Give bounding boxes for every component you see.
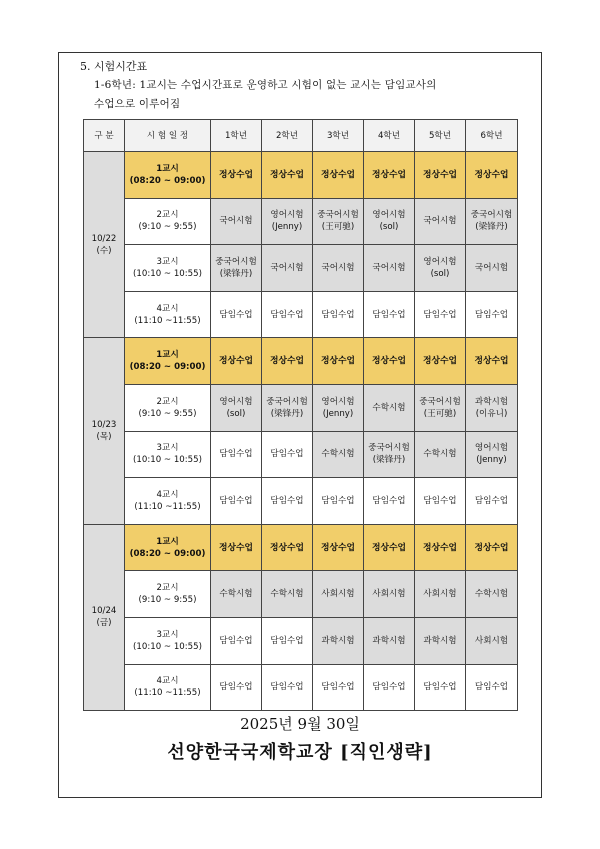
subject-label: 정상수업 — [474, 542, 509, 553]
subject-label: 담임수업 — [423, 682, 457, 693]
schedule-cell-grade-4 — [364, 291, 415, 338]
schedule-cell-grade-4 — [364, 198, 415, 245]
subject-label: 정상수업 — [321, 356, 355, 367]
weekday-label: (목) — [96, 432, 112, 443]
period-time: (9:10 ~ 9:55) — [138, 408, 197, 419]
schedule-cell-grade-5 — [415, 571, 466, 618]
teacher-label: (Jenny) — [476, 455, 507, 466]
period-cell — [125, 152, 211, 199]
schedule-cell-grade-2 — [262, 384, 313, 431]
subject-label: 중국어시험 — [419, 396, 461, 407]
schedule-cell-grade-3 — [313, 431, 364, 478]
teacher-label: (이유니) — [475, 408, 508, 419]
subject-label: 정상수업 — [270, 356, 304, 367]
table-row — [84, 431, 518, 478]
subject-label: 정상수업 — [423, 542, 457, 553]
period-label: 1교시 — [156, 350, 179, 361]
schedule-cell-grade-3 — [313, 664, 364, 711]
schedule-cell-grade-3 — [313, 245, 364, 292]
period-time: (9:10 ~ 9:55) — [138, 222, 197, 233]
schedule-cell-grade-6 — [466, 524, 518, 571]
schedule-cell-grade-6 — [466, 431, 518, 478]
schedule-cell-grade-2 — [262, 245, 313, 292]
schedule-cell-grade-3 — [313, 152, 364, 199]
schedule-cell-grade-5 — [415, 198, 466, 245]
subject-label: 수학시험 — [219, 589, 253, 600]
schedule-cell-grade-3 — [313, 338, 364, 385]
intro-line-2: 수업으로 이루어짐 — [94, 98, 181, 110]
subject-label: 중국어시험 — [368, 443, 410, 454]
subject-label: 사회시험 — [474, 635, 509, 646]
subject-label: 담임수업 — [372, 682, 406, 693]
date-cell — [84, 524, 125, 710]
schedule-cell-grade-1 — [211, 571, 262, 618]
subject-label: 정상수업 — [423, 169, 457, 180]
teacher-label: (梁锋丹) — [475, 222, 508, 233]
period-time: (10:10 ~ 10:55) — [133, 641, 202, 652]
subject-label: 담임수업 — [219, 449, 253, 460]
subject-label: 수학시험 — [321, 449, 355, 460]
subject-label: 담임수업 — [270, 635, 304, 646]
period-cell — [125, 245, 211, 292]
subject-label: 영어시험 — [321, 396, 355, 407]
subject-label: 담임수업 — [270, 495, 304, 506]
header-grade-5: 5학년 — [415, 120, 466, 152]
period-time: (08:20 ~ 09:00) — [129, 362, 206, 373]
period-cell — [125, 431, 211, 478]
schedule-cell-grade-1 — [211, 384, 262, 431]
teacher-label: (梁锋丹) — [270, 408, 304, 419]
subject-label: 담임수업 — [219, 682, 253, 693]
period-time: (10:10 ~ 10:55) — [133, 268, 202, 279]
period-cell — [125, 571, 211, 618]
schedule-cell-grade-4 — [364, 152, 415, 199]
schedule-cell-grade-4 — [364, 478, 415, 525]
subject-label: 과학시험 — [321, 635, 355, 646]
schedule-cell-grade-1 — [211, 524, 262, 571]
subject-label: 정상수업 — [219, 169, 253, 180]
period-label: 1교시 — [156, 536, 179, 547]
schedule-cell-grade-1 — [211, 664, 262, 711]
schedule-cell-grade-5 — [415, 524, 466, 571]
date-label: 10/23 — [91, 420, 117, 431]
period-time: (08:20 ~ 09:00) — [129, 548, 206, 559]
table-row — [84, 338, 518, 385]
schedule-cell-grade-1 — [211, 245, 262, 292]
schedule-cell-grade-3 — [313, 291, 364, 338]
period-time: (10:10 ~ 10:55) — [133, 455, 202, 466]
subject-label: 정상수업 — [474, 356, 509, 367]
schedule-cell-grade-2 — [262, 664, 313, 711]
period-cell — [125, 664, 211, 711]
subject-label: 영어시험 — [423, 256, 457, 267]
teacher-label: (梁锋丹) — [372, 455, 406, 466]
subject-label: 담임수업 — [219, 635, 253, 646]
schedule-cell-grade-2 — [262, 152, 313, 199]
period-time: (11:10 ~11:55) — [134, 315, 201, 326]
weekday-label: (수) — [96, 245, 112, 256]
schedule-cell-grade-1 — [211, 338, 262, 385]
period-label: 3교시 — [156, 443, 179, 454]
teacher-label: (sol) — [430, 268, 450, 279]
subject-label: 사회시험 — [423, 589, 457, 600]
section-title: 5. 시험시간표 — [80, 60, 148, 73]
schedule-cell-grade-5 — [415, 338, 466, 385]
schedule-cell-grade-1 — [211, 617, 262, 664]
subject-label: 정상수업 — [219, 542, 253, 553]
schedule-cell-grade-1 — [211, 198, 262, 245]
issuer-signature: 선양한국국제학교장 [직인생략] — [167, 742, 433, 763]
subject-label: 정상수업 — [321, 542, 355, 553]
schedule-cell-grade-5 — [415, 384, 466, 431]
subject-label: 중국어시험 — [266, 396, 308, 407]
subject-label: 담임수업 — [474, 682, 509, 693]
subject-label: 과학시험 — [423, 635, 457, 646]
subject-label: 영어시험 — [219, 396, 253, 407]
subject-label: 정상수업 — [372, 169, 406, 180]
schedule-cell-grade-3 — [313, 524, 364, 571]
schedule-cell-grade-2 — [262, 198, 313, 245]
schedule-cell-grade-4 — [364, 431, 415, 478]
table-row — [84, 524, 518, 571]
period-label: 3교시 — [156, 256, 179, 267]
period-label: 3교시 — [156, 629, 179, 640]
period-label: 4교시 — [156, 303, 179, 314]
subject-label: 중국어시험 — [215, 256, 257, 267]
period-cell — [125, 384, 211, 431]
subject-label: 영어시험 — [372, 210, 406, 221]
subject-label: 국어시험 — [219, 216, 253, 227]
period-cell — [125, 617, 211, 664]
subject-label: 담임수업 — [270, 309, 304, 320]
subject-label: 국어시험 — [321, 262, 355, 273]
schedule-cell-grade-4 — [364, 338, 415, 385]
schedule-cell-grade-5 — [415, 291, 466, 338]
subject-label: 국어시험 — [423, 216, 457, 227]
date-cell — [84, 338, 125, 524]
schedule-cell-grade-3 — [313, 478, 364, 525]
subject-label: 국어시험 — [474, 262, 509, 273]
subject-label: 영어시험 — [474, 443, 509, 454]
header-category: 구 분 — [84, 120, 125, 152]
subject-label: 담임수업 — [474, 495, 509, 506]
schedule-cell-grade-1 — [211, 431, 262, 478]
schedule-cell-grade-4 — [364, 245, 415, 292]
subject-label: 수학시험 — [372, 402, 406, 413]
schedule-cell-grade-2 — [262, 291, 313, 338]
table-row — [84, 198, 518, 245]
header-grade-4: 4학년 — [364, 120, 415, 152]
subject-label: 정상수업 — [423, 356, 457, 367]
subject-label: 담임수업 — [423, 495, 457, 506]
period-time: (9:10 ~ 9:55) — [138, 595, 197, 606]
header-schedule: 시 험 일 정 — [125, 120, 211, 152]
schedule-cell-grade-6 — [466, 245, 518, 292]
schedule-cell-grade-5 — [415, 152, 466, 199]
teacher-label: (Jenny) — [322, 408, 354, 419]
schedule-cell-grade-5 — [415, 431, 466, 478]
teacher-label: (sol) — [379, 222, 399, 233]
header-grade-2: 2학년 — [262, 120, 313, 152]
date-cell — [84, 152, 125, 338]
subject-label: 과학시험 — [372, 635, 406, 646]
schedule-cell-grade-4 — [364, 384, 415, 431]
table-row — [84, 245, 518, 292]
table-row — [84, 571, 518, 618]
schedule-cell-grade-6 — [466, 478, 518, 525]
subject-label: 담임수업 — [423, 309, 457, 320]
table-body — [84, 152, 518, 711]
table-header-row — [84, 120, 518, 152]
subject-label: 수학시험 — [423, 449, 457, 460]
date-label: 10/24 — [91, 606, 117, 617]
subject-label: 국어시험 — [372, 262, 406, 273]
schedule-cell-grade-2 — [262, 431, 313, 478]
subject-label: 담임수업 — [219, 495, 253, 506]
subject-label: 담임수업 — [321, 309, 355, 320]
period-cell — [125, 478, 211, 525]
teacher-label: (王可驰) — [321, 222, 355, 233]
schedule-cell-grade-5 — [415, 664, 466, 711]
period-label: 2교시 — [156, 583, 179, 594]
period-label: 1교시 — [156, 163, 179, 174]
subject-label: 담임수업 — [372, 495, 406, 506]
subject-label: 수학시험 — [474, 589, 509, 600]
schedule-cell-grade-6 — [466, 617, 518, 664]
table-row — [84, 478, 518, 525]
schedule-cell-grade-3 — [313, 571, 364, 618]
schedule-cell-grade-6 — [466, 384, 518, 431]
subject-label: 정상수업 — [219, 356, 253, 367]
schedule-cell-grade-6 — [466, 291, 518, 338]
schedule-cell-grade-3 — [313, 384, 364, 431]
subject-label: 담임수업 — [321, 495, 355, 506]
subject-label: 사회시험 — [321, 589, 355, 600]
table-row — [84, 291, 518, 338]
schedule-cell-grade-1 — [211, 291, 262, 338]
teacher-label: (Jenny) — [271, 222, 303, 233]
subject-label: 영어시험 — [270, 210, 304, 221]
table-row — [84, 152, 518, 199]
header-grade-6: 6학년 — [466, 120, 518, 152]
subject-label: 담임수업 — [270, 682, 304, 693]
period-label: 2교시 — [156, 396, 179, 407]
exam-schedule-table — [83, 119, 518, 711]
schedule-cell-grade-2 — [262, 524, 313, 571]
table-row — [84, 384, 518, 431]
subject-label: 중국어시험 — [317, 210, 359, 221]
subject-label: 담임수업 — [372, 309, 406, 320]
period-cell — [125, 524, 211, 571]
intro-line-1: 1-6학년: 1교시는 수업시간표로 운영하고 시험이 없는 교시는 담임교사의 — [94, 79, 437, 91]
subject-label: 사회시험 — [372, 589, 406, 600]
teacher-label: (梁锋丹) — [219, 268, 253, 279]
subject-label: 수학시험 — [270, 589, 304, 600]
schedule-cell-grade-1 — [211, 478, 262, 525]
period-label: 2교시 — [156, 210, 179, 221]
schedule-cell-grade-6 — [466, 152, 518, 199]
subject-label: 중국어시험 — [470, 210, 513, 221]
subject-label: 정상수업 — [372, 542, 406, 553]
subject-label: 정상수업 — [474, 169, 509, 180]
schedule-cell-grade-2 — [262, 338, 313, 385]
schedule-cell-grade-6 — [466, 198, 518, 245]
issue-date: 2025년 9월 30일 — [240, 715, 360, 733]
intro-text — [94, 76, 524, 114]
schedule-cell-grade-1 — [211, 152, 262, 199]
schedule-cell-grade-2 — [262, 617, 313, 664]
subject-label: 정상수업 — [372, 356, 406, 367]
schedule-cell-grade-5 — [415, 617, 466, 664]
date-label: 10/22 — [91, 233, 117, 244]
subject-label: 정상수업 — [270, 169, 304, 180]
subject-label: 담임수업 — [474, 309, 509, 320]
schedule-cell-grade-2 — [262, 478, 313, 525]
schedule-cell-grade-3 — [313, 617, 364, 664]
subject-label: 담임수업 — [321, 682, 355, 693]
period-label: 4교시 — [156, 489, 179, 500]
subject-label: 담임수업 — [270, 449, 304, 460]
teacher-label: (sol) — [226, 408, 246, 419]
period-time: (11:10 ~11:55) — [134, 688, 201, 699]
period-time: (11:10 ~11:55) — [134, 501, 201, 512]
teacher-label: (王可驰) — [423, 408, 457, 419]
header-grade-1: 1학년 — [211, 120, 262, 152]
table-row — [84, 664, 518, 711]
period-time: (08:20 ~ 09:00) — [129, 175, 206, 186]
schedule-cell-grade-4 — [364, 617, 415, 664]
subject-label: 담임수업 — [219, 309, 253, 320]
header-grade-3: 3학년 — [313, 120, 364, 152]
schedule-cell-grade-6 — [466, 664, 518, 711]
schedule-cell-grade-4 — [364, 571, 415, 618]
weekday-label: (금) — [96, 618, 112, 629]
period-cell — [125, 291, 211, 338]
schedule-cell-grade-3 — [313, 198, 364, 245]
schedule-cell-grade-6 — [466, 571, 518, 618]
schedule-cell-grade-5 — [415, 478, 466, 525]
subject-label: 정상수업 — [270, 542, 304, 553]
subject-label: 과학시험 — [474, 396, 509, 407]
schedule-cell-grade-4 — [364, 664, 415, 711]
subject-label: 국어시험 — [270, 262, 304, 273]
period-cell — [125, 198, 211, 245]
subject-label: 정상수업 — [321, 169, 355, 180]
schedule-cell-grade-4 — [364, 524, 415, 571]
schedule-cell-grade-6 — [466, 338, 518, 385]
schedule-cell-grade-5 — [415, 245, 466, 292]
period-label: 4교시 — [156, 676, 179, 687]
table-row — [84, 617, 518, 664]
period-cell — [125, 338, 211, 385]
schedule-cell-grade-2 — [262, 571, 313, 618]
